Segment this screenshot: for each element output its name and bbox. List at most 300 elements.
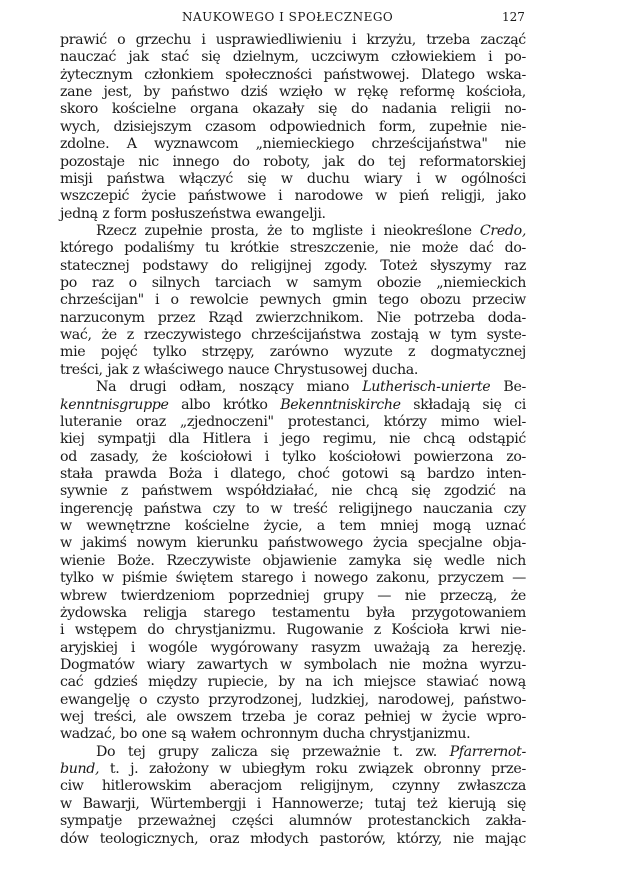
word: życie,: [263, 518, 303, 535]
text-line: [60, 171, 526, 188]
word: i: [130, 639, 136, 656]
word: kierują: [448, 795, 496, 812]
word: zostają: [370, 327, 419, 344]
word: społeczności: [225, 66, 312, 83]
word: objawienie: [262, 552, 337, 569]
word: religii: [450, 101, 491, 118]
word: oraz: [135, 413, 166, 430]
word: kenntnisgruppe: [60, 396, 169, 413]
word: ogólności: [460, 170, 526, 187]
text-line: [60, 588, 526, 605]
word: protestanci,: [287, 413, 370, 430]
word: życie: [441, 709, 477, 726]
word: wiary: [363, 170, 403, 187]
word: zamyka: [348, 552, 401, 569]
word: alumnów: [288, 813, 352, 830]
word: którego: [60, 240, 114, 257]
word: krótkie: [230, 240, 279, 257]
word: zawartych: [196, 656, 268, 673]
word: państwowej.: [323, 66, 410, 83]
word: jego: [280, 431, 310, 448]
word: jak: [107, 361, 128, 378]
word: krzyżu,: [366, 32, 416, 48]
word: Do: [96, 743, 116, 760]
word: skoro: [60, 101, 98, 118]
text-line: [60, 136, 526, 153]
word: z: [102, 205, 110, 222]
word: i: [201, 32, 206, 48]
word: Rzecz: [96, 222, 137, 239]
word: w: [60, 535, 72, 552]
word: tem: [339, 518, 366, 535]
word: usprawiedliwieniu: [215, 32, 342, 48]
word: dać: [469, 240, 494, 257]
word: się: [506, 795, 526, 812]
word: tylko: [282, 448, 316, 465]
word: na: [509, 483, 526, 500]
word: w: [101, 570, 114, 587]
word: zasady,: [89, 448, 139, 465]
text-line: [60, 344, 526, 361]
word: świętem: [175, 570, 234, 587]
word: dów: [60, 830, 89, 847]
word: pień: [399, 188, 429, 205]
word: z: [407, 344, 416, 361]
word: narzuconym: [60, 309, 145, 326]
word: chrześcijaństwa: [251, 327, 361, 344]
word: z: [373, 622, 381, 639]
word: obozie: [376, 275, 422, 292]
word: mniej: [380, 518, 419, 535]
word: na: [305, 674, 323, 691]
word: do: [232, 153, 250, 170]
text-line: [60, 258, 526, 275]
word: po-: [504, 49, 526, 66]
word: zwierzchnikom.: [255, 309, 364, 326]
word: grzechu: [135, 32, 192, 48]
word: mie: [60, 344, 86, 361]
word: wszczepić: [60, 188, 130, 205]
word: herezję.: [471, 639, 526, 656]
word: włączyć: [178, 170, 234, 187]
word: do: [220, 257, 238, 274]
word: ciw: [60, 778, 84, 795]
word: nie: [389, 431, 411, 448]
word: chcą: [365, 483, 398, 500]
word: sywnie: [60, 483, 108, 500]
word: za: [442, 639, 459, 656]
word: „niemieckiego: [255, 136, 355, 153]
word: poprzedniej: [228, 587, 310, 604]
word: Na: [96, 379, 117, 396]
word: Toteż: [380, 257, 417, 274]
word: w: [420, 709, 433, 726]
word: mogą: [432, 518, 472, 535]
word: nie-: [500, 622, 526, 639]
text-line: [60, 466, 526, 483]
word: państwo: [171, 84, 230, 101]
word: w: [270, 500, 283, 517]
word: dziś: [240, 84, 268, 101]
text-line: [60, 67, 526, 84]
word: dogmatycznej: [430, 344, 526, 361]
word: państwa: [143, 500, 202, 517]
word: zakonu,: [376, 570, 430, 587]
word: „zjednoczeni": [179, 413, 274, 430]
word: Credo,: [479, 222, 526, 239]
word: przyczem: [437, 570, 504, 587]
word: kiej: [60, 431, 85, 448]
word: inten-: [486, 465, 526, 482]
text-line: [60, 275, 526, 292]
word: tego: [378, 292, 409, 309]
word: dzisiejszym: [113, 118, 192, 135]
word: bardzo: [427, 465, 475, 482]
word: to: [245, 500, 260, 517]
word: noszący: [239, 379, 294, 396]
word: tej: [388, 153, 406, 170]
word: regimu,: [322, 431, 377, 448]
word: tu: [205, 240, 220, 257]
text-line: [60, 813, 526, 830]
word: Boża: [168, 465, 203, 482]
word: którzy,: [396, 830, 442, 847]
word: grupy: [158, 743, 199, 760]
word: bund,: [60, 761, 100, 778]
word: w: [279, 656, 292, 673]
word: czynny: [391, 778, 440, 795]
word: się: [411, 483, 431, 500]
word: wadzać,: [60, 726, 116, 743]
word: ludzkiej,: [311, 691, 369, 708]
word: pewnych: [259, 292, 322, 309]
word: syste-: [486, 327, 526, 344]
word: uczciwym: [310, 49, 379, 66]
word: oraz: [209, 830, 240, 847]
word: z: [132, 361, 140, 378]
text-line: [60, 726, 526, 743]
word: pozostaje: [60, 153, 125, 170]
word: państwem: [141, 483, 213, 500]
word: i: [416, 170, 421, 187]
word: tarciach: [214, 275, 272, 292]
word: silnych: [151, 275, 200, 292]
word: państwowego: [268, 535, 363, 552]
word: się: [482, 396, 502, 413]
word: raz: [504, 257, 526, 274]
word: chcą: [423, 431, 456, 448]
word: czy: [503, 500, 526, 517]
word: nie-: [500, 118, 526, 135]
word: streszczenie,: [289, 240, 379, 257]
word: nadania: [381, 101, 437, 118]
word: reformę: [399, 84, 455, 101]
word: Würtembergji: [150, 795, 246, 812]
word: doda-: [487, 309, 526, 326]
word: i: [214, 465, 219, 482]
word: kościołowi: [328, 448, 401, 465]
word: się: [201, 49, 221, 66]
word: A: [126, 136, 137, 153]
text-line: [60, 692, 526, 709]
word: miejsce: [363, 674, 416, 691]
word: wyzute: [343, 344, 393, 361]
word: od: [60, 448, 77, 465]
word: ingerencję: [60, 500, 133, 517]
word: kościelne: [111, 101, 177, 118]
word: odłam,: [179, 379, 226, 396]
word: choć: [297, 465, 330, 482]
word: kościołowi: [180, 448, 252, 465]
word: są: [400, 465, 416, 482]
word: stała: [60, 465, 93, 482]
word: nauczania: [423, 500, 493, 517]
word: po: [60, 275, 77, 292]
word: w: [280, 170, 293, 187]
word: i: [155, 292, 160, 309]
word: się: [412, 552, 432, 569]
word: jakimś: [81, 535, 127, 552]
word: przeciw: [472, 292, 526, 309]
word: kościelne: [184, 518, 250, 535]
word: przeczą,: [439, 587, 498, 604]
word: nich: [496, 552, 526, 569]
word: tej: [127, 743, 146, 760]
word: t.: [109, 761, 120, 778]
word: młodych: [250, 830, 309, 847]
word: form: [113, 205, 147, 222]
word: związek: [358, 761, 413, 778]
word: nic: [138, 153, 159, 170]
word: w: [219, 761, 231, 778]
word: rasyzm: [311, 639, 361, 656]
text-line: [60, 310, 526, 327]
word: jak: [128, 49, 149, 66]
word: coraz: [317, 709, 355, 726]
word: posłuszeństwa: [151, 205, 252, 222]
word: jak: [323, 153, 345, 170]
text-line: [60, 223, 526, 240]
word: wska-: [486, 66, 526, 83]
word: piśmie: [122, 570, 168, 587]
word: wedle: [443, 552, 485, 569]
word: się: [270, 743, 290, 760]
word: Bawarji,: [82, 795, 140, 812]
text-line: [60, 379, 526, 396]
text-line: [60, 570, 526, 587]
word: raz: [91, 275, 114, 292]
word: którzy: [383, 413, 427, 430]
word: składają: [413, 396, 470, 413]
word: czysto: [156, 691, 200, 708]
word: części: [231, 813, 274, 830]
word: wałem: [190, 726, 237, 743]
word: Hannowerze;: [271, 795, 364, 812]
word: była: [366, 604, 395, 621]
text-line: [60, 292, 526, 309]
running-head: NAUKOWEGO I SPOŁECZNEGO: [182, 10, 394, 24]
word: treści,: [93, 709, 137, 726]
word: tym: [450, 327, 477, 344]
text-line: [60, 535, 526, 552]
word: o: [138, 691, 148, 708]
word: zupełnie: [429, 118, 488, 135]
word: sympatje: [60, 813, 122, 830]
word: religijnym,: [300, 778, 374, 795]
word: tylko: [152, 344, 187, 361]
word: wbrew: [60, 587, 107, 604]
word: owszem: [176, 709, 232, 726]
word: cać: [60, 674, 84, 691]
text-line: [60, 327, 526, 344]
word: się: [247, 170, 267, 187]
word: nie: [504, 136, 526, 153]
word: statecznej: [60, 257, 130, 274]
word: starego: [241, 570, 294, 587]
word: wej: [60, 709, 84, 726]
text-line: [60, 483, 526, 500]
text-line: [60, 657, 526, 674]
word: Rzeczywiste: [166, 552, 251, 569]
word: przygotowaniem: [411, 604, 526, 621]
page-number: 127: [502, 10, 525, 24]
word: testamentu: [271, 604, 350, 621]
word: narodowej,: [377, 691, 455, 708]
word: mgliste: [312, 222, 363, 239]
word: nie: [331, 483, 353, 500]
word: wstępem: [74, 622, 137, 639]
word: ci: [514, 396, 526, 413]
word: założony: [149, 761, 209, 778]
word: zo-: [506, 448, 526, 465]
word: nie: [389, 240, 411, 257]
word: —: [512, 570, 526, 587]
word: miano: [306, 379, 350, 396]
word: no-: [504, 101, 526, 118]
text-line: [60, 49, 526, 66]
word: wyrzu-: [479, 656, 526, 673]
word: pojęć: [100, 344, 138, 361]
word: państwowe: [188, 188, 266, 205]
word: krwi: [459, 622, 490, 639]
word: odstąpić: [468, 431, 526, 448]
word: Rząd: [208, 309, 243, 326]
word: gotowi: [341, 465, 389, 482]
word: nauce: [228, 361, 270, 378]
word: podaliśmy: [124, 240, 195, 257]
word: o: [117, 32, 126, 48]
text-line: [60, 674, 526, 691]
word: odpowiednich: [269, 118, 366, 135]
word: przeważnej: [137, 813, 216, 830]
word: rupiecie,: [207, 674, 268, 691]
word: roboty,: [263, 153, 311, 170]
word: Nie: [376, 309, 401, 326]
word: zacząć: [480, 32, 526, 48]
word: Bekenntniskirche: [280, 396, 401, 413]
word: duchu: [306, 170, 350, 187]
word: wiary: [146, 656, 185, 673]
word: zwłaszcza: [457, 778, 526, 795]
word: by: [143, 84, 160, 101]
word: je: [295, 709, 308, 726]
word: wygórowany: [210, 639, 298, 656]
word: organa: [190, 101, 239, 118]
word: bo: [120, 726, 138, 743]
word: nie: [404, 587, 426, 604]
word: w: [60, 795, 72, 812]
word: zdolne.: [60, 136, 110, 153]
word: Kościoła: [391, 622, 449, 639]
word: i: [278, 188, 283, 205]
word: ale: [146, 709, 167, 726]
word: o: [128, 275, 137, 292]
word: narodowe: [294, 188, 363, 205]
word: pastorów,: [319, 830, 386, 847]
word: reformatorskiej: [419, 153, 526, 170]
word: drugi: [129, 379, 167, 396]
text-line: [60, 240, 526, 257]
word: jako: [497, 188, 526, 205]
text-line: [60, 101, 526, 118]
word: słyszymy: [429, 257, 492, 274]
word: i: [351, 32, 357, 48]
word: nowym: [136, 535, 187, 552]
word: stać: [161, 49, 190, 66]
word: hitlerowskim: [101, 778, 192, 795]
word: „niemieckich: [436, 275, 526, 292]
word: pełniej: [364, 709, 411, 726]
word: Pfarrernot-: [449, 743, 526, 760]
word: rewolcie: [189, 292, 249, 309]
word: państwo-: [463, 691, 526, 708]
word: religja: [143, 604, 188, 621]
word: trzeba: [426, 32, 470, 48]
word: chrystjanizmu.: [369, 726, 471, 743]
text-line: [60, 709, 526, 726]
word: przeważnie: [302, 743, 381, 760]
word: do: [351, 101, 368, 118]
word: samym: [312, 275, 362, 292]
word: wyznawcom: [154, 136, 239, 153]
word: w: [286, 275, 298, 292]
word: Rugowanie: [286, 622, 364, 639]
word: obronny: [423, 761, 481, 778]
text-line: [60, 761, 526, 778]
word: grupy: [323, 587, 364, 604]
word: przyrodzonej,: [208, 691, 303, 708]
text-line: [60, 778, 526, 795]
text-line: [60, 431, 526, 448]
word: dla: [168, 431, 190, 448]
word: mając: [484, 830, 526, 847]
text-line: [60, 605, 526, 622]
word: Chrystusowej: [273, 361, 368, 378]
word: i: [488, 49, 493, 66]
word: powierzona: [413, 448, 494, 465]
word: dlatego,: [230, 465, 286, 482]
word: rzeczywistego: [143, 327, 242, 344]
word: potrzeba: [413, 309, 475, 326]
word: wogóle: [148, 639, 198, 656]
word: zupełnie: [144, 222, 203, 239]
word: mimo: [440, 413, 480, 430]
word: sympatji: [97, 431, 156, 448]
word: człowiekiem: [391, 49, 476, 66]
word: nieokreślone: [383, 222, 472, 239]
word: by: [278, 674, 295, 691]
text-line: [60, 553, 526, 570]
